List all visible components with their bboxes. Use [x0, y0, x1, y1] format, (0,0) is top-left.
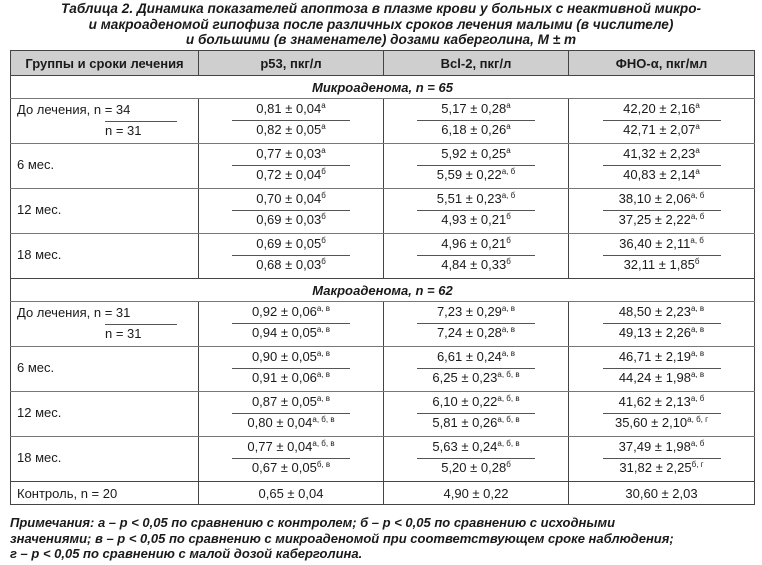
- significance-mark: а: [506, 101, 511, 110]
- value-denominator: $6,25 \pm 0,23^{а, б, в}$: [432, 370, 520, 385]
- significance-mark: а, в: [691, 304, 705, 313]
- note-text: значениями; в – p < 0,05 по сравнению с микроаденомой при соответствующем сроке наблюдения;: [10, 530, 674, 546]
- value-numerator: $6,10 \pm 0,22^{а, б, в}$: [432, 394, 520, 409]
- significance-mark: а: [321, 122, 326, 131]
- header-p53: p53, пкг/л: [199, 51, 384, 76]
- table-row: [11, 392, 755, 437]
- value-denominator: $5,81 \pm 0,26^{а, б, в}$: [432, 415, 520, 430]
- table-row: [11, 144, 755, 189]
- value-cell: [569, 189, 755, 234]
- significance-mark: а, в: [691, 370, 705, 379]
- header-group: Группы и сроки лечения: [11, 51, 199, 76]
- group-label-cell: [11, 144, 199, 189]
- group-label-cell: [11, 302, 199, 347]
- value-cell: [569, 302, 755, 347]
- value-numerator: $46,71 \pm 2,19^{а, в}$: [618, 349, 705, 364]
- fraction-bar: [232, 255, 350, 256]
- significance-mark: а, б: [690, 394, 705, 403]
- group-label-cell: [11, 234, 199, 279]
- significance-mark: б: [506, 236, 511, 245]
- fraction-bar: [232, 120, 350, 121]
- fraction-bar: [232, 458, 350, 459]
- significance-mark: а, б: [690, 236, 704, 245]
- value-denominator: $4,84 \pm 0,33^б$: [441, 257, 511, 272]
- value-denominator: $0,69 \pm 0,03^б$: [256, 212, 326, 227]
- fraction-bar: [417, 323, 535, 324]
- significance-mark: а, б, в: [497, 439, 520, 448]
- significance-mark: а, в: [316, 349, 331, 358]
- table-row: [11, 347, 755, 392]
- value-numerator: $0,70 \pm 0,04^б$: [256, 191, 326, 206]
- group-label-cell: [11, 189, 199, 234]
- significance-mark: а, б, в: [497, 415, 520, 424]
- value-numerator: $48,50 \pm 2,23^{а, в}$: [618, 304, 705, 319]
- value-cell: [199, 392, 384, 437]
- significance-mark: б, г: [691, 460, 704, 469]
- value-denominator: $0,67 \pm 0,05^{б, в}$: [251, 460, 331, 475]
- apoptosis-table: [10, 50, 755, 505]
- fraction-bar: [603, 458, 721, 459]
- table-row: [11, 437, 755, 482]
- significance-mark: а: [695, 146, 700, 155]
- note-text: Примечания: а – p < 0,05 по сравнению с контролем; б – p < 0,05 по сравнению с исходными: [10, 515, 616, 530]
- fraction-bar: [232, 323, 350, 324]
- group-label: 6 мес.: [17, 360, 55, 375]
- significance-mark: б: [506, 212, 511, 221]
- significance-mark: а, б, в: [497, 394, 520, 403]
- header-tnf: ФНО-α, пкг/мл: [569, 51, 755, 76]
- significance-mark: а: [695, 122, 700, 131]
- value-cell: [384, 234, 569, 279]
- fraction-bar: [417, 165, 535, 166]
- section-header-row: [11, 279, 755, 302]
- significance-mark: б, в: [316, 460, 331, 469]
- header-bcl2: Bcl-2, пкг/л: [384, 51, 569, 76]
- value-denominator: $0,68 \pm 0,03^б$: [256, 257, 326, 272]
- title-line: Таблица 2. Динамика показателей апоптоза в плазме крови у больных с неактивной микро-: [60, 1, 702, 16]
- fraction-bar: [603, 165, 721, 166]
- value-numerator: $36,40 \pm 2,11^{а, б}$: [619, 236, 704, 251]
- significance-mark: а: [695, 167, 700, 176]
- value-denominator: $35,60 \pm 2,10^{а, б, г}$: [614, 415, 709, 430]
- value-denominator: $44,24 \pm 1,98^{а, в}$: [618, 370, 705, 385]
- value-cell: [569, 99, 755, 144]
- significance-mark: а, в: [316, 304, 331, 313]
- value-cell: [199, 144, 384, 189]
- significance-mark: а, в: [691, 349, 705, 358]
- significance-mark: а, в: [316, 325, 331, 334]
- significance-mark: а, в: [501, 349, 516, 358]
- group-label: 18 мес.: [17, 247, 62, 262]
- value-numerator: $0,77 \pm 0,04^{а, б, в}$: [247, 439, 335, 454]
- value-numerator: $5,92 \pm 0,25^а$: [441, 146, 511, 161]
- table-title: [0, 1, 762, 48]
- value-cell: [569, 392, 755, 437]
- table-row: [11, 189, 755, 234]
- note-line: [10, 531, 755, 547]
- value-cell: [384, 347, 569, 392]
- significance-mark: а, в: [691, 325, 705, 334]
- fraction-bar: [232, 368, 350, 369]
- value-denominator: $7,24 \pm 0,28^{а, в}$: [436, 325, 516, 340]
- significance-mark: б: [321, 167, 326, 176]
- value-numerator: $41,62 \pm 2,13^{а, б}$: [618, 394, 705, 409]
- value-denominator: $5,20 \pm 0,28^б$: [441, 460, 511, 475]
- header-row: [11, 51, 755, 76]
- value-denominator: $5,59 \pm 0,22^{а, б}$: [436, 167, 516, 182]
- value-denominator: $0,94 \pm 0,05^{а, в}$: [251, 325, 331, 340]
- value-cell: [384, 144, 569, 189]
- fraction-bar: [417, 458, 535, 459]
- value-denominator: $37,25 \pm 2,22^{а, б}$: [618, 212, 705, 227]
- value-denominator: $31,82 \pm 2,25^{б, г}$: [619, 460, 704, 475]
- value-denominator: $49,13 \pm 2,26^{а, в}$: [618, 325, 705, 340]
- value-cell: [199, 437, 384, 482]
- significance-mark: а, б, в: [497, 370, 520, 379]
- value-cell: [384, 437, 569, 482]
- significance-mark: б: [506, 460, 511, 469]
- section-title: Макроаденома, n = 62: [11, 279, 755, 302]
- fraction-bar: [417, 210, 535, 211]
- control-row: [11, 482, 755, 505]
- value-numerator: $5,63 \pm 0,24^{а, б, в}$: [432, 439, 520, 454]
- group-label-cell: [11, 392, 199, 437]
- value-denominator: $40,83 \pm 2,14^а$: [623, 167, 700, 182]
- fraction-bar: [232, 165, 350, 166]
- significance-mark: а, б: [690, 439, 705, 448]
- value-cell: [199, 347, 384, 392]
- group-label: 12 мес.: [17, 405, 62, 420]
- group-label-cell: [11, 99, 199, 144]
- fraction-bar: [603, 368, 721, 369]
- significance-mark: а, в: [501, 304, 516, 313]
- significance-mark: а, б: [690, 212, 705, 221]
- significance-mark: а, б, в: [312, 439, 335, 448]
- value-denominator: $6,18 \pm 0,26^а$: [441, 122, 511, 137]
- fraction-bar: [603, 413, 721, 414]
- group-label: 18 мес.: [17, 450, 62, 465]
- fraction-bar: [417, 255, 535, 256]
- significance-mark: а, б, г: [687, 415, 709, 424]
- value-numerator: $4,96 \pm 0,21^б$: [441, 236, 511, 251]
- value-numerator: $0,87 \pm 0,05^{а, в}$: [251, 394, 331, 409]
- significance-mark: б: [321, 212, 326, 221]
- section-title: Микроаденома, n = 65: [11, 76, 755, 99]
- value-denominator: $0,82 \pm 0,05^а$: [256, 122, 326, 137]
- note-line: [10, 515, 755, 531]
- value-cell: [199, 302, 384, 347]
- value-cell: [199, 234, 384, 279]
- value-cell: [199, 189, 384, 234]
- control-label: Контроль, n = 20: [11, 482, 199, 505]
- value-numerator: $5,51 \pm 0,23^{а, б}$: [436, 191, 516, 206]
- value-cell: [569, 234, 755, 279]
- significance-mark: а, в: [316, 394, 331, 403]
- value-numerator: $7,23 \pm 0,29^{а, в}$: [436, 304, 516, 319]
- group-label-denominator: n = 31: [105, 326, 142, 341]
- significance-mark: а, в: [316, 370, 331, 379]
- group-label-cell: [11, 437, 199, 482]
- significance-mark: а: [506, 122, 511, 131]
- note-text: г – p < 0,05 по сравнению с малой дозой каберголина.: [10, 546, 363, 561]
- significance-mark: а: [321, 146, 326, 155]
- value-numerator: $41,32 \pm 2,23^а$: [623, 146, 700, 161]
- title-line: и большими (в знаменателе) дозами каберголина, M ± m: [185, 32, 577, 47]
- value-numerator: $42,20 \pm 2,16^а$: [623, 101, 700, 116]
- value-numerator: $6,61 \pm 0,24^{а, в}$: [436, 349, 516, 364]
- value-cell: [384, 99, 569, 144]
- value-numerator: $0,92 \pm 0,06^{а, в}$: [251, 304, 331, 319]
- value-numerator: $0,77 \pm 0,03^а$: [256, 146, 326, 161]
- significance-mark: а: [506, 146, 511, 155]
- control-p53: 0,65 ± 0,04: [199, 482, 384, 505]
- value-numerator: $5,17 \pm 0,28^а$: [441, 101, 511, 116]
- significance-mark: б: [694, 257, 700, 266]
- value-cell: [569, 437, 755, 482]
- significance-mark: б: [321, 191, 326, 200]
- value-cell: [384, 302, 569, 347]
- value-denominator: $32,11 \pm 1,85^б$: [623, 257, 700, 272]
- fraction-bar: [603, 323, 721, 324]
- value-cell: [384, 189, 569, 234]
- significance-mark: а: [321, 101, 326, 110]
- group-label: До лечения, n = 31: [17, 305, 131, 320]
- significance-mark: б: [506, 257, 511, 266]
- fraction-bar: [603, 120, 721, 121]
- group-label: До лечения, n = 34: [17, 102, 131, 117]
- significance-mark: а, б, в: [312, 415, 335, 424]
- fraction-bar: [232, 210, 350, 211]
- value-cell: [199, 99, 384, 144]
- fraction-bar: [603, 210, 721, 211]
- group-label-cell: [11, 347, 199, 392]
- value-numerator: $0,81 \pm 0,04^а$: [256, 101, 326, 116]
- section-header-row: [11, 76, 755, 99]
- significance-mark: б: [321, 236, 326, 245]
- fraction-bar: [232, 413, 350, 414]
- title-line: и макроаденомой гипофиза после различных сроков лечения малыми (в числителе): [88, 16, 674, 32]
- value-denominator: $4,93 \pm 0,21^б$: [441, 212, 511, 227]
- value-numerator: $38,10 \pm 2,06^{а, б}$: [618, 191, 705, 206]
- significance-mark: б: [321, 257, 326, 266]
- fraction-bar: [603, 255, 721, 256]
- value-numerator: $0,90 \pm 0,05^{а, в}$: [251, 349, 331, 364]
- value-cell: [569, 347, 755, 392]
- fraction-bar: [417, 120, 535, 121]
- table-row: [11, 234, 755, 279]
- table-row: [11, 302, 755, 347]
- value-denominator: $42,71 \pm 2,07^а$: [623, 122, 700, 137]
- significance-mark: а, б: [501, 167, 516, 176]
- value-cell: [384, 392, 569, 437]
- significance-mark: а, б: [501, 191, 516, 200]
- value-denominator: $0,91 \pm 0,06^{а, в}$: [251, 370, 331, 385]
- significance-mark: а, б: [690, 191, 705, 200]
- table-row: [11, 99, 755, 144]
- control-bcl2: 4,90 ± 0,22: [384, 482, 569, 505]
- fraction-bar: [417, 413, 535, 414]
- group-label: 6 мес.: [17, 157, 55, 172]
- group-label: 12 мес.: [17, 202, 62, 217]
- fraction-bar: [417, 368, 535, 369]
- note-line: [10, 546, 755, 562]
- significance-mark: а, в: [501, 325, 516, 334]
- value-denominator: $0,72 \pm 0,04^б$: [256, 167, 326, 182]
- value-numerator: $37,49 \pm 1,98^{а, б}$: [618, 439, 705, 454]
- table-notes: [10, 515, 755, 562]
- significance-mark: а: [695, 101, 700, 110]
- value-numerator: $0,69 \pm 0,05^б$: [256, 236, 326, 251]
- group-label-denominator: n = 31: [105, 123, 142, 138]
- value-cell: [569, 144, 755, 189]
- value-denominator: $0,80 \pm 0,04^{а, б, в}$: [247, 415, 335, 430]
- control-tnf: 30,60 ± 2,03: [569, 482, 755, 505]
